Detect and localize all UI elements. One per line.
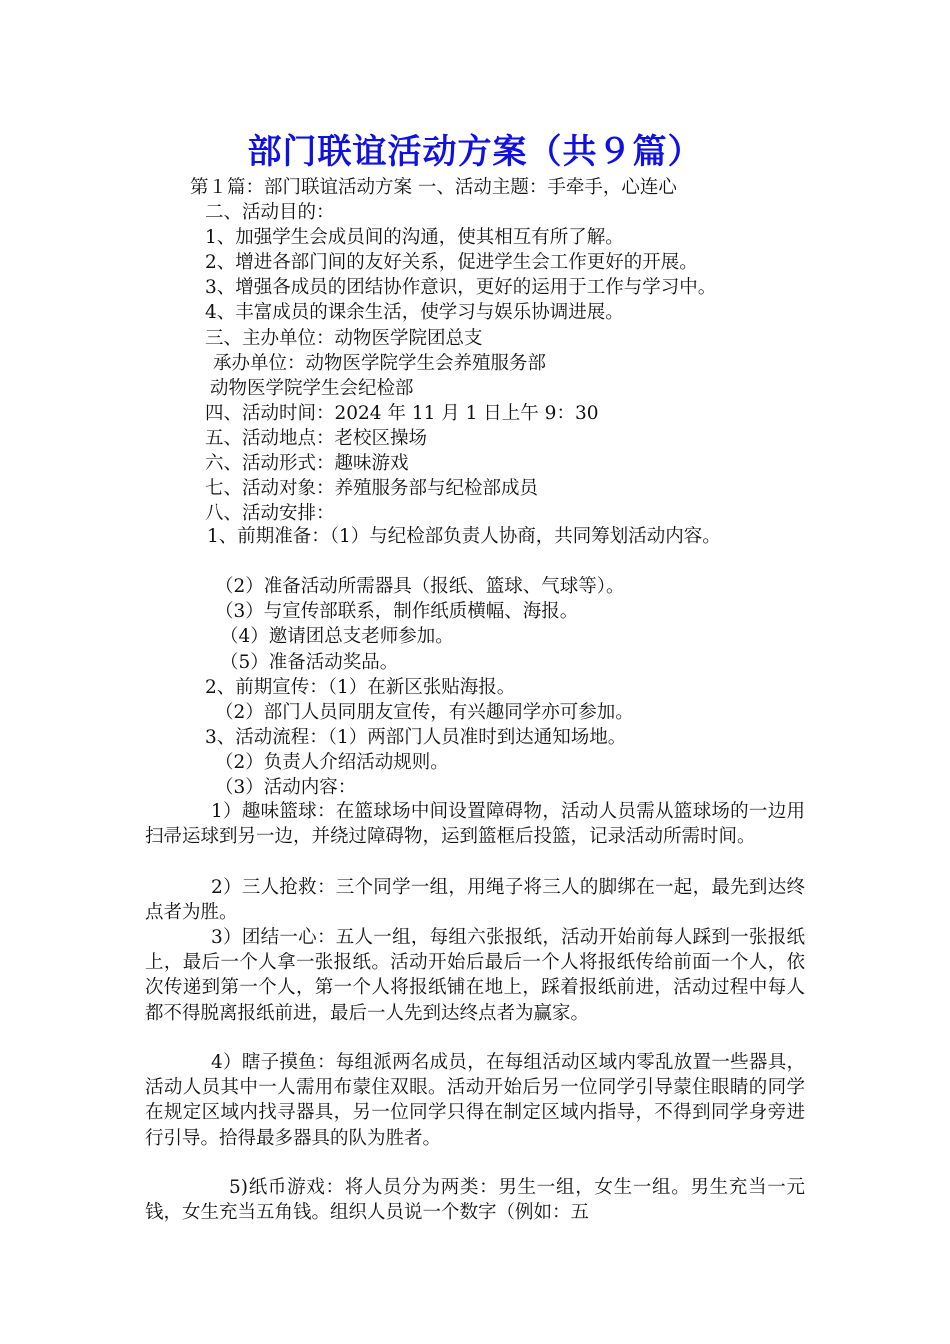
text-line: 六、活动形式：趣味游戏 [205, 453, 409, 474]
text-line: （3）活动内容： [215, 777, 357, 798]
text-line: 三、主办单位：动物医学院团总支 [205, 328, 483, 349]
paragraph-prep: 1、前期准备：（1）与纪检部负责人协商，共同筹划活动内容。 [207, 526, 721, 547]
paragraph-activity: 4）瞎子摸鱼：每组派两名成员，在每组活动区域内零乱放置一些器具，活动人员其中一人需用布蒙住双眼。活动开始后另一位同学引导蒙住眼睛的同学在规定区域内找寻器具，另一位同学只得在制定区域内指导，不得到同学身旁进行引导。拾得最多器具的队为胜者。 [145, 1052, 805, 1149]
text-line: （4）邀请团总支老师参加。 [220, 626, 454, 647]
paragraph-activity: 5)纸币游戏：将人员分为两类：男生一组，女生一组。男生充当一元钱，女生充当五角钱。组织人员说一个数字（例如：五 [145, 1177, 805, 1224]
text-line: 2、前期宣传：（1）在新区张贴海报。 [205, 677, 516, 698]
text-line: 1、加强学生会成员间的沟通，使其相互有所了解。 [205, 227, 624, 248]
text-line: 二、活动目的： [205, 202, 335, 223]
text-line: 四、活动时间：2024 年 11 月 1 日上午 9：30 [205, 403, 599, 424]
text-line: 动物医学院学生会纪检部 [210, 378, 414, 399]
text-line: （2）部门人员同朋友宣传，有兴趣同学亦可参加。 [215, 702, 634, 723]
text-line: 七、活动对象：养殖服务部与纪检部成员 [205, 478, 539, 499]
text-line: （2）负责人介绍活动规则。 [215, 752, 449, 773]
paragraph-activity: 3）团结一心：五人一组，每组六张报纸，活动开始前每人踩到一张报纸上，最后一个人拿一张报纸。活动开始后最后一个人将报纸传给前面一个人，依次传递到第一个人，第一个人将报纸铺在地上，踩着报纸前进，活动过程中每人都不得脱离报纸前进，最后一人先到达终点者为赢家。 [145, 927, 805, 1024]
text-line: 2、增进各部门间的友好关系，促进学生会工作更好的开展。 [205, 252, 698, 273]
text-line: 承办单位：动物医学院学生会养殖服务部 [213, 353, 547, 374]
text-line: 八、活动安排： [205, 503, 335, 524]
document-title: 部门联谊活动方案（共９篇） [247, 132, 703, 172]
text-line: （3）与宣传部联系，制作纸质横幅、海报。 [215, 601, 579, 622]
text-line: （5）准备活动奖品。 [220, 652, 399, 673]
paragraph-activity: 1）趣味篮球：在篮球场中间设置障碍物，活动人员需从篮球场的一边用扫帚运球到另一边，并绕过障碍物，运到篮框后投篮，记录活动所需时间。 [145, 801, 805, 848]
text-line: 五、活动地点：老校区操场 [205, 428, 428, 449]
paragraph-activity: 2）三人抢救：三个同学一组，用绳子将三人的脚绑在一起，最先到达终点者为胜。 [145, 877, 805, 924]
text-line: 4、丰富成员的课余生活，使学习与娱乐协调进展。 [205, 302, 624, 323]
text-line: 第１篇：部门联谊活动方案 一、活动主题：手牵手，心连心 [190, 177, 677, 198]
text-line: 3、活动流程：（1）两部门人员准时到达通知场地。 [205, 727, 627, 748]
text-line: 3、增强各成员的团结协作意识，更好的运用于工作与学习中。 [205, 277, 717, 298]
text-line: （2）准备活动所需器具（报纸、篮球、气球等）。 [215, 576, 625, 597]
